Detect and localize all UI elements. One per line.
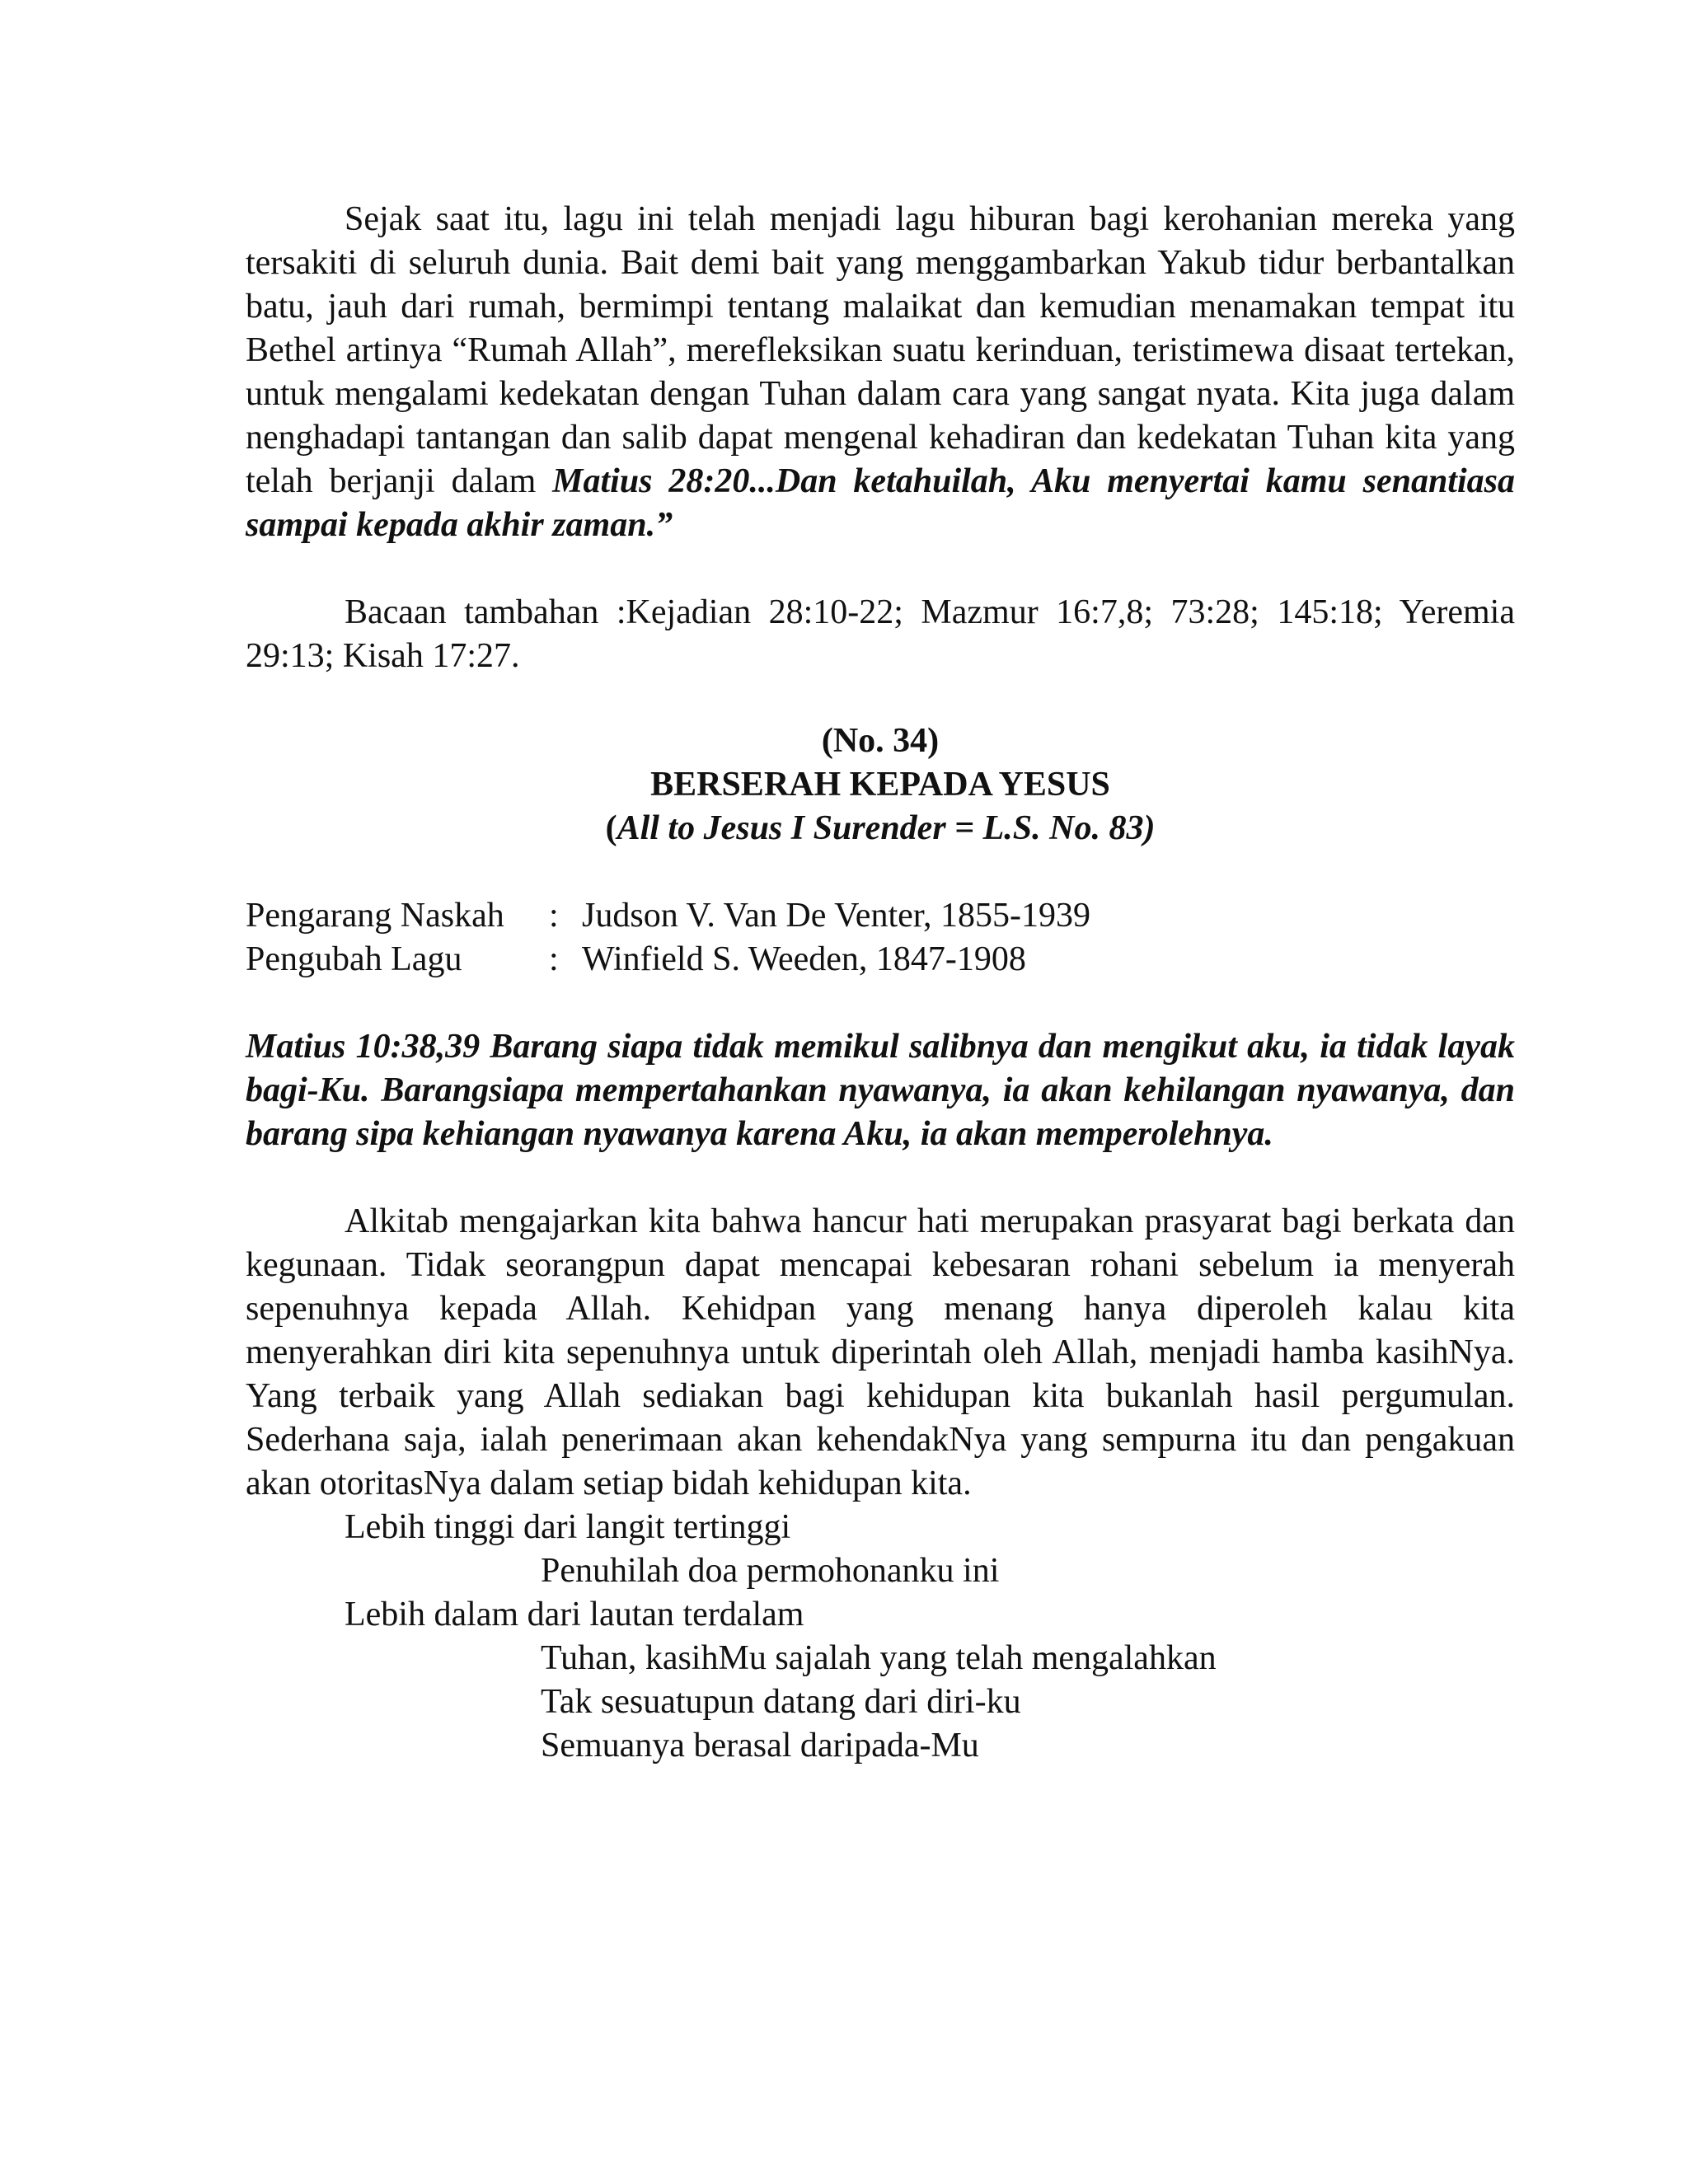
scripture-quote-matius-28: Matius 28:20...Dan ketahuilah, Aku menyertai kamu senantiasa sampai kepada akhir zaman.” — [246, 462, 1515, 544]
hymn-heading — [246, 719, 1515, 851]
poem-line: Lebih tinggi dari langit tertinggi — [345, 1508, 791, 1546]
paragraph-intro-text: Sejak saat itu, lagu ini telah menjadi lagu hiburan bagi kerohanian mereka yang tersakiti di seluruh dunia. Bait demi bait yang menggambarkan Yakub tidur berbantalkan batu, jauh dari rumah, bermimpi tentang malaikat dan kemudian menamakan tempat itu Bethel artinya “Rumah Allah”, merefleksikan suatu kerinduan, teristimewa disaat tertekan, untuk mengalami kedekatan dengan Tuhan dalam cara yang sangat nyata. Kita juga dalam nenghadapi tantangan dan salib dapat mengenal kehadiran dan kedekatan Tuhan kita yang telah berjanji dalam — [246, 200, 1515, 500]
scripture-matius-10: Matius 10:38,39 Barang siapa tidak memikul salibnya dan mengikut aku, ia tidak layak bagi-Ku. Barangsiapa mempertahankan nyawanya, ia akan kehilangan nyawanya, dan barang sipa kehiangan nyawanya karena Aku, ia akan memperolehnya. — [246, 1028, 1515, 1153]
credit-separator: : — [549, 897, 559, 935]
credit-label: Pengarang Naskah — [246, 897, 504, 935]
poem-block — [246, 1506, 1515, 1768]
additional-reading: Bacaan tambahan :Kejadian 28:10-22; Mazmur 16:7,8; 73:28; 145:18; Yeremia 29:13; Kisah 17:27. — [246, 593, 1515, 675]
credit-row-author — [246, 894, 1515, 938]
paragraph-body: Alkitab mengajarkan kita bahwa hancur hati merupakan prasyarat bagi berkata dan kegunaan. Tidak seorangpun dapat mencapai kebesaran rohani sebelum ia menyerah sepenuhnya kepada Allah. Kehidpan yang menang hanya diperoleh kalau kita menyerahkan diri kita sepenuhnya untuk diperintah oleh Allah, menjadi hamba kasihNya. Yang terbaik yang Allah sediakan bagi kehidupan kita bukanlah hasil pergumulan. Sederhana saja, ialah penerimaan akan kehendakNya yang sempurna itu dan pengakuan akan otoritasNya dalam setiap bidah kehidupan kita. — [246, 1202, 1515, 1502]
poem-line: Lebih dalam dari lautan terdalam — [345, 1596, 804, 1633]
document-page — [246, 198, 1515, 1768]
poem-line: Semuanya berasal daripada-Mu — [541, 1727, 979, 1765]
hymn-credits — [246, 894, 1515, 982]
credit-value: Judson V. Van De Venter, 1855-1939 — [582, 897, 1091, 935]
hymn-subtitle-paren: ( — [605, 809, 617, 847]
hymn-subtitle — [246, 807, 1515, 851]
credit-value: Winfield S. Weeden, 1847-1908 — [582, 940, 1026, 978]
hymn-subtitle-text: All to Jesus I Surender = L.S. No. 83) — [617, 809, 1156, 847]
credit-separator: : — [549, 940, 559, 978]
paragraph-intro — [246, 198, 1515, 547]
hymn-number: (No. 34) — [821, 722, 940, 760]
credit-label: Pengubah Lagu — [246, 940, 462, 978]
poem-line: Tuhan, kasihMu sajalah yang telah mengalahkan — [541, 1639, 1217, 1677]
poem-line: Penuhilah doa permohonanku ini — [541, 1552, 1000, 1590]
hymn-title: BERSERAH KEPADA YESUS — [650, 766, 1110, 804]
credit-row-composer — [246, 938, 1515, 982]
poem-line: Tak sesuatupun datang dari diri-ku — [541, 1683, 1021, 1721]
